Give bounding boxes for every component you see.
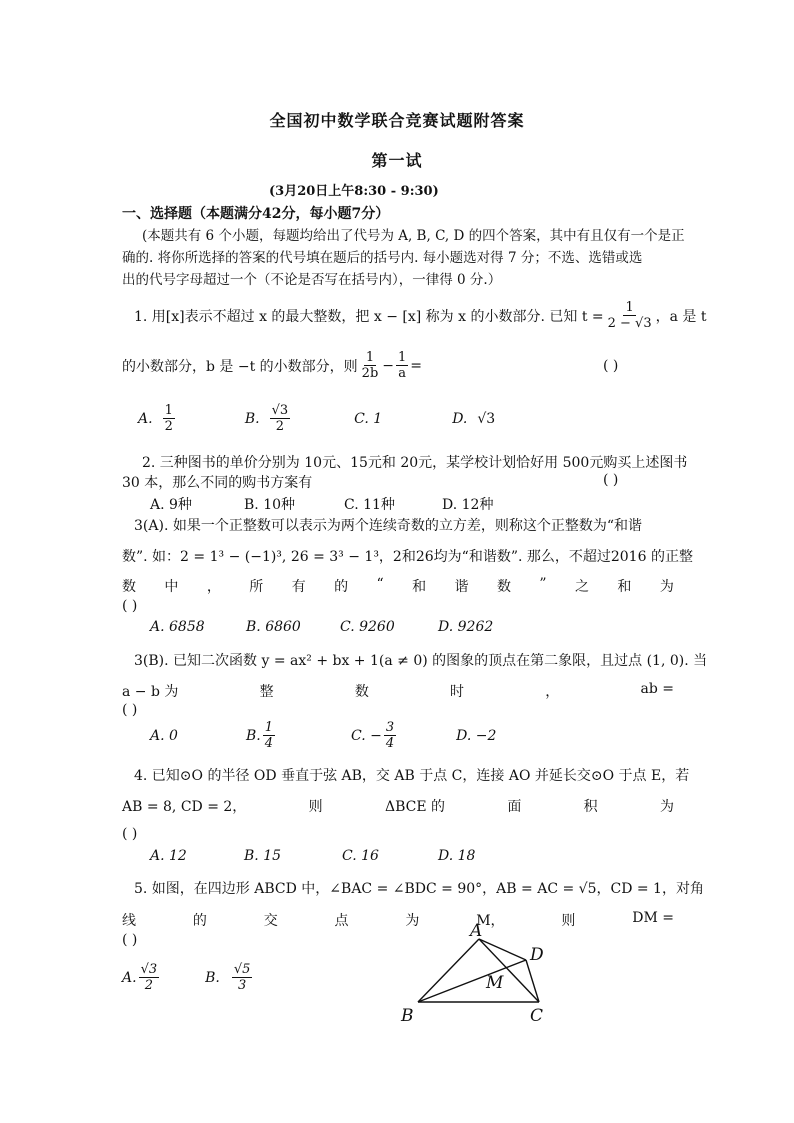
q1-line2 [122, 350, 422, 381]
q5-option-b-den: 3 [238, 978, 247, 993]
q1-option-a-num: 1 [164, 403, 173, 418]
q3b-word: ab = [640, 681, 674, 697]
q4-word: 面 [507, 799, 522, 815]
q5-line1: 5. 如图，在四边形 ABCD 中，∠BAC = ∠BDC = 90°，AB = AC = √5，CD = 1，对角 [134, 881, 704, 897]
q3b-word: 时 [450, 684, 465, 700]
q3b-word: ， [545, 684, 560, 700]
q1-line1 [134, 300, 706, 331]
q1-expr2-num: 1 [398, 350, 407, 365]
q3b-option-a: A. 0 [150, 727, 178, 744]
q5-word: 线 [122, 913, 136, 929]
q3a-word: 之 [574, 579, 589, 595]
q2-answer-paren: ( ) [603, 472, 619, 488]
q3b-option-c-label: C. − [351, 727, 382, 744]
q3b-answer-paren: ( ) [122, 702, 138, 718]
q3b-option-b [263, 720, 275, 751]
q1-option-a [163, 403, 175, 434]
q1-expr2 [396, 350, 408, 381]
q1-option-b-den: 2 [275, 419, 285, 434]
q5-word: DM = [632, 910, 674, 926]
q3b-option-c-den: 4 [385, 736, 395, 751]
label-d: D [530, 945, 544, 965]
q4-answer-paren: ( ) [122, 826, 138, 842]
q4-line1: 4. 已知⊙O 的半径 OD 垂直于弦 AB，交 AB 于点 C，连接 AO 并延长交⊙O 于点 E，若 [134, 768, 690, 784]
q4-word: AB = 8, CD = 2， [122, 799, 247, 815]
q1-option-d-value: √3 [477, 410, 496, 427]
q2-line1: 2. 三种图书的单价分别为 10元、15元和 20元，某学校计划恰好用 500元购买上述图书 [142, 455, 688, 471]
q1-option-b-num: √3 [271, 403, 289, 418]
q5-options [122, 962, 254, 993]
q3a-line1: 3(A). 如果一个正整数可以表示为两个连续奇数的立方差，则称这个正整数为“和谐 [134, 518, 642, 534]
label-m: M [486, 973, 504, 993]
q1-t-fraction [606, 300, 654, 331]
q3a-word: 所 [249, 579, 264, 595]
q5-option-b-label: B. [205, 969, 220, 986]
section-instructions-line3: 出的代号字母超过一个（不论是否写在括号内），一律得 0 分.） [122, 272, 502, 288]
q1-t-den: 2 − √3 [607, 316, 652, 331]
q1-stem-c: 的小数部分，b 是 −t 的小数部分，则 [122, 358, 358, 375]
q5-word: 交 [263, 913, 278, 929]
document-subtitle: 第一试 [371, 151, 423, 170]
q4-options [150, 848, 475, 864]
q2-option-d: D. 12种 [442, 497, 494, 513]
q1-option-b [270, 403, 291, 434]
q2-option-b: B. 10种 [244, 497, 296, 513]
q3a-word: 有 [291, 579, 306, 595]
q3b-option-d: D. −2 [456, 727, 497, 744]
segment-ad [479, 939, 526, 960]
q5-word: M， [476, 913, 505, 929]
q3b-line2 [122, 681, 674, 701]
q1-minus: − [382, 357, 394, 374]
q3b-word: 数 [354, 684, 369, 700]
q5-option-a-den: 2 [144, 978, 153, 993]
q3b-word: a − b 为 [122, 684, 179, 700]
label-c: C [530, 1006, 544, 1026]
segment-ab [418, 939, 479, 1002]
label-a: A [470, 921, 483, 941]
q4-option-c: C. 16 [342, 848, 379, 864]
q3b-option-b-label: B. [246, 727, 261, 744]
q2-line2: 30 本，那么不同的购书方案有 [122, 475, 313, 491]
q3a-line2: 数”. 如：2 = 1³ − (−1)³, 26 = 3³ − 1³，2和26均为“和谐数”. 那么，不超过2016 的正整 [122, 549, 693, 565]
q3a-option-b: B. 6860 [246, 619, 301, 635]
section-instructions-line1: (本题共有 6 个小题，每题均给出了代号为 A, B, C, D 的四个答案，其中有且仅有一个是正 [142, 228, 685, 244]
q3a-options [150, 619, 493, 635]
q3b-option-c [384, 720, 396, 751]
section-heading: 一、选择题（本题满分42分，每小题7分） [122, 206, 390, 222]
q1-answer-paren: ( ) [603, 358, 619, 374]
q5-option-a [139, 962, 160, 993]
q4-option-d: D. 18 [438, 848, 476, 864]
q3b-options [150, 720, 496, 751]
q2-option-a: A. 9种 [150, 497, 192, 513]
section-instructions-line2: 确的. 将你所选择的答案的代号填在题后的括号内. 每小题选对得 7 分；不选、选错或选 [122, 250, 643, 266]
q5-word: 为 [405, 913, 420, 929]
q3b-word: 整 [259, 684, 274, 700]
q5-option-a-num: √3 [140, 962, 158, 977]
q2-option-c: C. 11种 [344, 497, 395, 513]
q1-option-a-den: 2 [164, 419, 173, 434]
q4-word: ΔBCE 的 [384, 799, 446, 815]
q3a-word: 中 [164, 579, 179, 595]
q1-equals: = [410, 357, 423, 374]
q3a-option-d: D. 9262 [438, 619, 494, 635]
q3a-word: ， [206, 579, 221, 595]
q1-options [138, 403, 495, 434]
q3b-line1: 3(B). 已知二次函数 y = ax² + bx + 1(a ≠ 0) 的图象的顶点在第二象限，且过点 (1, 0). 当 [134, 653, 708, 669]
q3a-word: 数 [122, 579, 136, 595]
q5-answer-paren: ( ) [122, 932, 138, 948]
segment-bd [418, 960, 526, 1002]
q1-expr1-den: 2b [361, 366, 379, 381]
exam-time: (3月20日上午8:30 - 9:30) [269, 184, 439, 199]
q1-option-d-label: D. [452, 410, 468, 427]
q3b-option-b-den: 4 [264, 736, 274, 751]
q1-expr1 [360, 350, 381, 381]
q4-word: 则 [308, 799, 323, 815]
q3a-option-c: C. 9260 [340, 619, 395, 635]
q1-expr2-den: a [398, 366, 407, 381]
q3a-word: “ [376, 576, 384, 592]
q3b-option-b-num: 1 [264, 720, 274, 735]
q3a-word: 的 [334, 579, 349, 595]
q3a-answer-paren: ( ) [122, 598, 138, 614]
q3a-word: 为 [659, 579, 674, 595]
q3a-word: ” [539, 576, 547, 592]
q1-option-b-label: B. [244, 410, 260, 427]
q3a-option-a: A. 6858 [150, 619, 205, 635]
q3a-word: 谐 [454, 579, 469, 595]
q1-option-c: C. 1 [354, 410, 383, 427]
q4-word: 积 [583, 799, 598, 815]
q1-stem-b: ，a 是 t [655, 308, 707, 325]
q3a-word: 和 [412, 579, 427, 595]
q5-word: 点 [334, 913, 349, 929]
quadrilateral-figure [398, 920, 578, 1030]
q3a-word: 和 [617, 579, 632, 595]
document-title: 全国初中数学联合竞赛试题附答案 [269, 111, 525, 130]
q1-expr1-num: 1 [365, 350, 375, 365]
q2-options [150, 494, 493, 514]
q5-word: 则 [561, 913, 576, 929]
q3a-line3 [122, 576, 674, 596]
q5-word: 的 [192, 913, 207, 929]
q4-line2 [122, 796, 674, 816]
q1-option-a-label: A. [138, 410, 153, 427]
q3b-option-c-num: 3 [385, 720, 395, 735]
q3a-word: 数 [496, 579, 511, 595]
label-b: B [401, 1006, 414, 1026]
q4-option-b: B. 15 [244, 848, 282, 864]
q1-stem-a: 1. 用[x]表示不超过 x 的最大整数，把 x − [x] 称为 x 的小数部分. 已知 t = [134, 308, 604, 325]
q5-option-a-label: A. [122, 969, 137, 986]
q5-option-b-num: √5 [233, 962, 251, 977]
q5-option-b [232, 962, 253, 993]
q1-t-num: 1 [625, 300, 634, 315]
q4-option-a: A. 12 [150, 848, 187, 864]
q4-word: 为 [660, 799, 674, 815]
